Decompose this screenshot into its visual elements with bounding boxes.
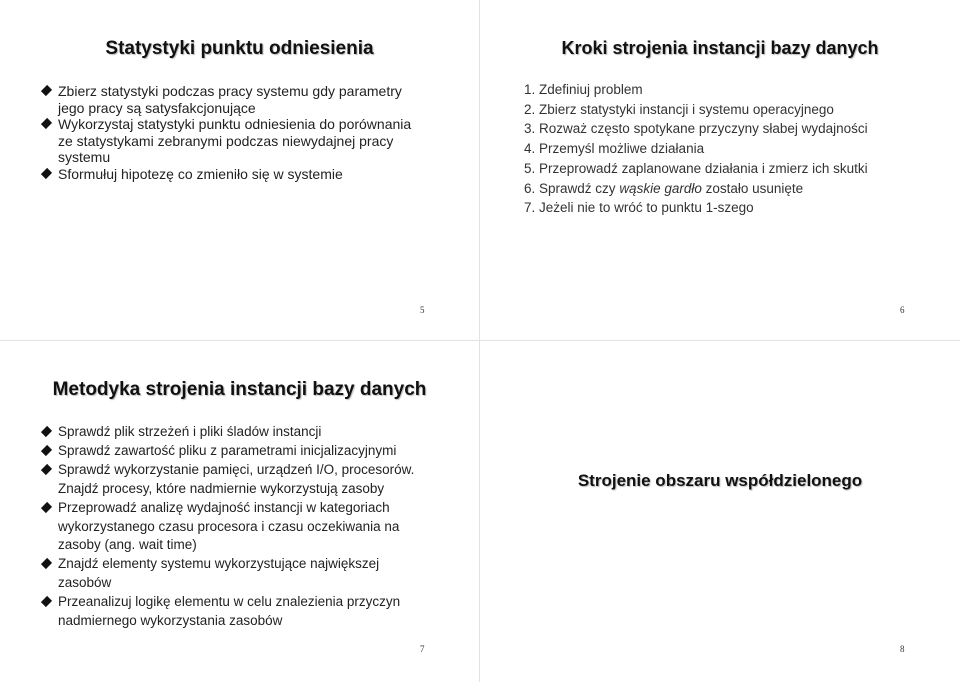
list-item: Zbierz statystyki podczas pracy systemu gdy parametry jego pracy są satysfakcjonujące <box>40 83 420 116</box>
list-item: 5. Przeprowadź zaplanowane działania i zmierz ich skutki <box>524 160 868 176</box>
list-item: 7. Jeżeli nie to wróć to punktu 1-szego <box>524 200 754 216</box>
list-item: Przeprowadź analizę wydajność instancji w kategoriach wykorzystanego czasu procesora i czasu oczekiwania na zasoby (ang. wait time) <box>40 499 425 556</box>
diamond-bullet-icon <box>41 85 52 96</box>
slide-title: Metodyka strojenia instancji bazy danych <box>52 379 427 400</box>
list-item: 2. Zbierz statystyki instancji i systemu operacyjnego <box>524 101 834 117</box>
page-number: 6 <box>900 305 905 315</box>
list-item: Sformułuj hipotezę co zmieniło się w systemie <box>40 166 420 183</box>
slide-6 <box>480 0 960 340</box>
list-item: Sprawdź zawartość pliku z parametrami inicjalizacyjnymi <box>40 442 425 461</box>
diamond-bullet-icon <box>41 426 52 437</box>
slide-8 <box>480 341 960 682</box>
list-item: 4. Przemyśl możliwe działania <box>524 141 705 157</box>
bullet-list <box>40 83 420 182</box>
slide-title: Strojenie obszaru współdzielonego <box>577 471 863 490</box>
list-item: 6. Sprawdź czy wąskie gardło zostało usunięte <box>524 180 804 196</box>
numbered-list <box>524 80 868 218</box>
diamond-bullet-icon <box>41 596 52 607</box>
diamond-bullet-icon <box>41 167 52 178</box>
page-number: 5 <box>420 305 425 315</box>
list-item: Przeanalizuj logikę elementu w celu znalezienia przyczyn nadmiernego wykorzystania zasobów <box>40 593 425 631</box>
page-number: 8 <box>900 644 905 654</box>
diamond-bullet-icon <box>41 464 52 475</box>
bullet-list <box>40 423 425 631</box>
slide-5 <box>0 0 479 340</box>
diamond-bullet-icon <box>41 502 52 513</box>
page-number: 7 <box>420 644 425 654</box>
list-item: 3. Rozważ często spotykane przyczyny słabej wydajności <box>524 121 868 137</box>
slide-7 <box>0 341 479 682</box>
diamond-bullet-icon <box>41 118 52 129</box>
list-item: Sprawdź plik strzeżeń i pliki śladów instancji <box>40 423 425 442</box>
slide-title: Statystyki punktu odniesienia <box>105 38 374 59</box>
list-item: Wykorzystaj statystyki punktu odniesienia do porównania ze statystykami zebranymi podczas niewydajnej pracy systemu <box>40 116 420 166</box>
diamond-bullet-icon <box>41 558 52 569</box>
list-item: Sprawdź wykorzystanie pamięci, urządzeń I/O, procesorów. Znajdź procesy, które nadmiernie wykorzystują zasoby <box>40 461 425 499</box>
list-item: 1. Zdefiniuj problem <box>524 82 643 97</box>
list-item: Znajdź elementy systemu wykorzystujące największej zasobów <box>40 555 425 593</box>
diamond-bullet-icon <box>41 445 52 456</box>
slide-title: Kroki strojenia instancji bazy danych <box>561 38 879 58</box>
